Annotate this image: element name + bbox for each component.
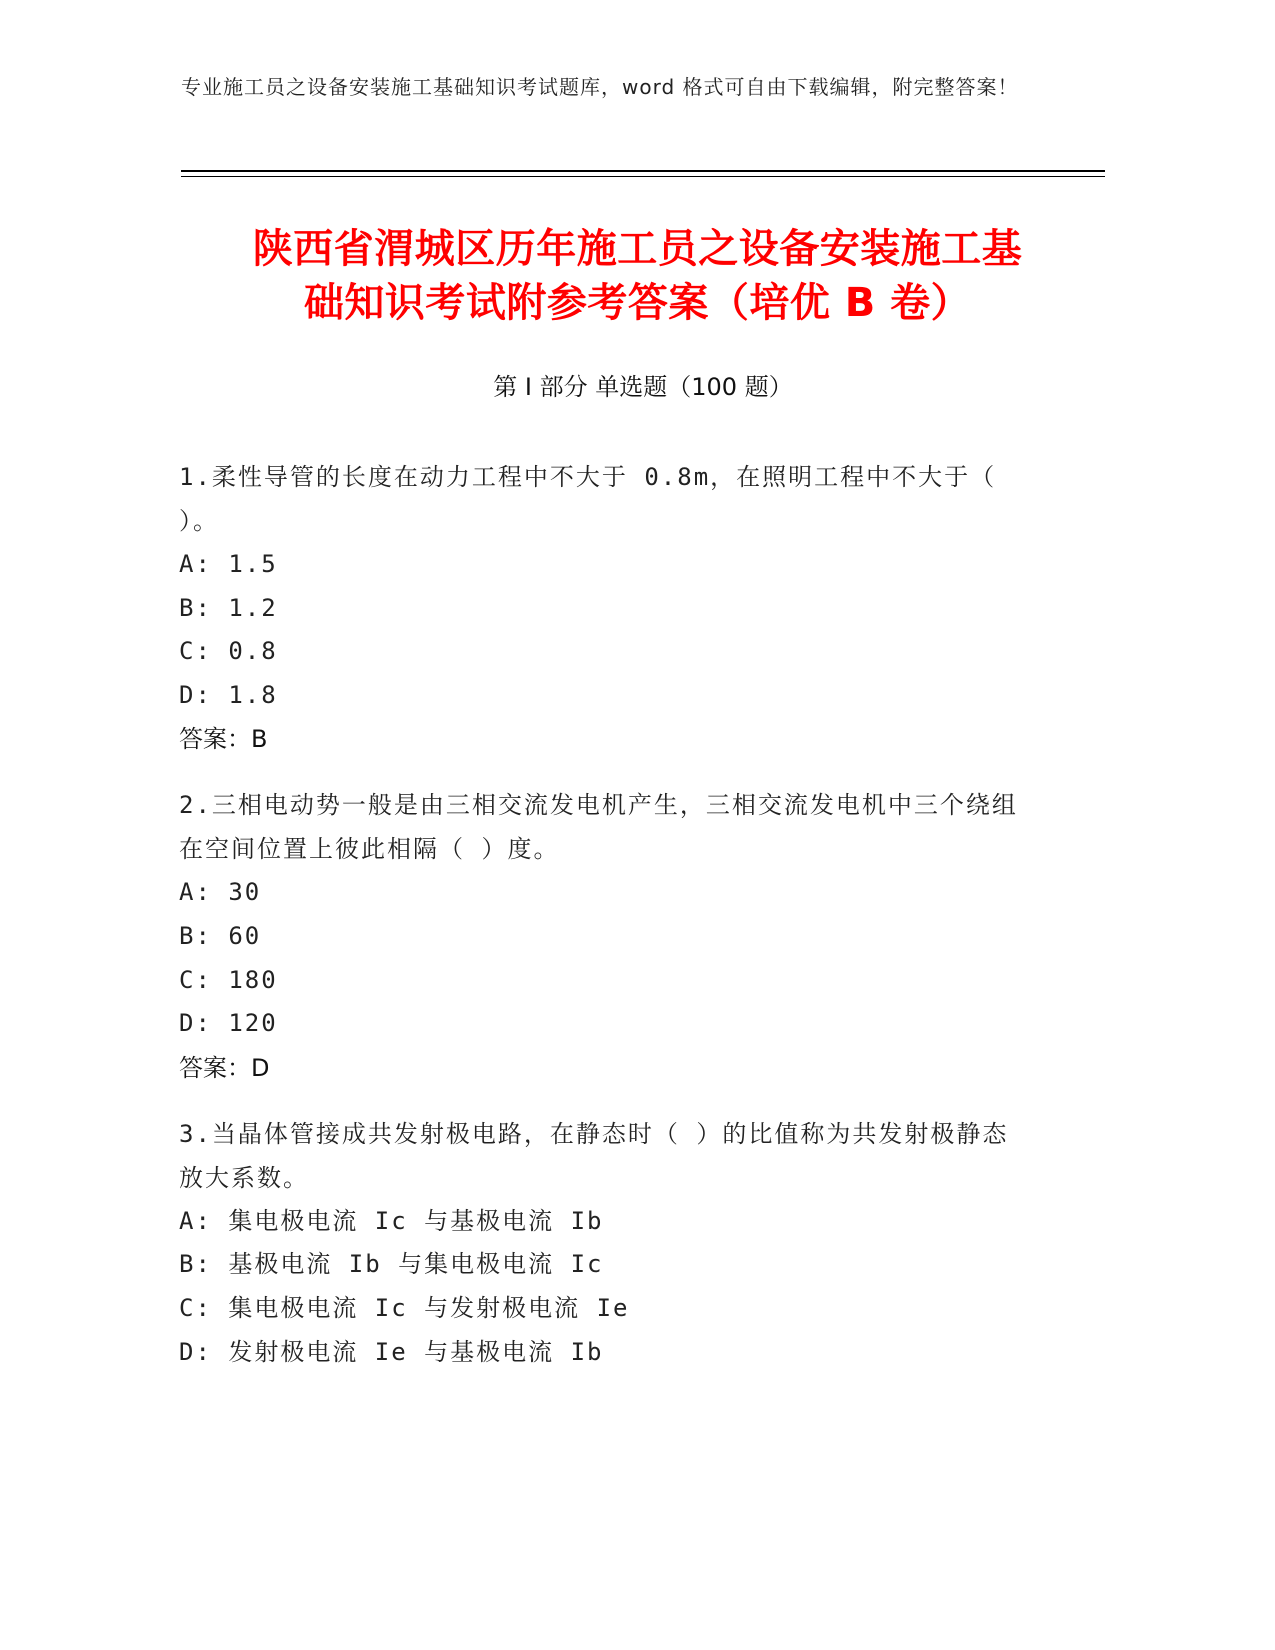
- question-stem: 3.当晶体管接成共发射极电路，在静态时（ ）的比值称为共发射极静态放大系数。: [179, 1119, 1009, 1192]
- question-2: [179, 783, 1029, 1089]
- header-rule-thick: [181, 170, 1105, 172]
- answer: 答案：B: [179, 725, 268, 754]
- section-title: 第 I 部分 单选题（100 题）: [493, 373, 793, 401]
- title-line-2: 础知识考试附参考答案（培优 B 卷）: [303, 280, 972, 326]
- question-1: [179, 455, 1029, 761]
- question-3: [179, 1112, 1029, 1374]
- option-b: B: 1.2: [179, 593, 278, 622]
- option-d: D: 120: [179, 1009, 278, 1038]
- document-title: [160, 222, 1115, 330]
- option-d: D: 1.8: [179, 680, 278, 709]
- question-stem: 2.三相电动势一般是由三相交流发电机产生，三相交流发电机中三个绕组在空间位置上彼此相隔（ ）度。: [179, 791, 1018, 864]
- answer: 答案：D: [179, 1053, 270, 1082]
- option-a: A: 1.5: [179, 550, 278, 578]
- option-c: C: 0.8: [179, 637, 278, 666]
- option-d: D: 发射极电流 Ie 与基极电流 Ib: [179, 1337, 604, 1366]
- option-c: C: 集电极电流 Ic 与发射极电流 Ie: [179, 1293, 630, 1322]
- header-note: 专业施工员之设备安装施工基础知识考试题库，word 格式可自由下载编辑，附完整答案！: [181, 75, 1019, 99]
- question-list: [179, 455, 1029, 1396]
- option-b: B: 60: [179, 921, 262, 950]
- question-stem: 1.柔性导管的长度在动力工程中不大于 0.8m，在照明工程中不大于（ ）。: [179, 463, 997, 535]
- option-c: C: 180: [179, 965, 278, 994]
- option-a: A: 集电极电流 Ic 与基极电流 Ib: [179, 1206, 604, 1235]
- option-a: A: 30: [179, 878, 262, 907]
- option-b: B: 基极电流 Ib 与集电极电流 Ic: [179, 1250, 604, 1279]
- title-line-1: 陕西省渭城区历年施工员之设备安装施工基: [252, 226, 1023, 272]
- header-rule-thin: [181, 176, 1105, 177]
